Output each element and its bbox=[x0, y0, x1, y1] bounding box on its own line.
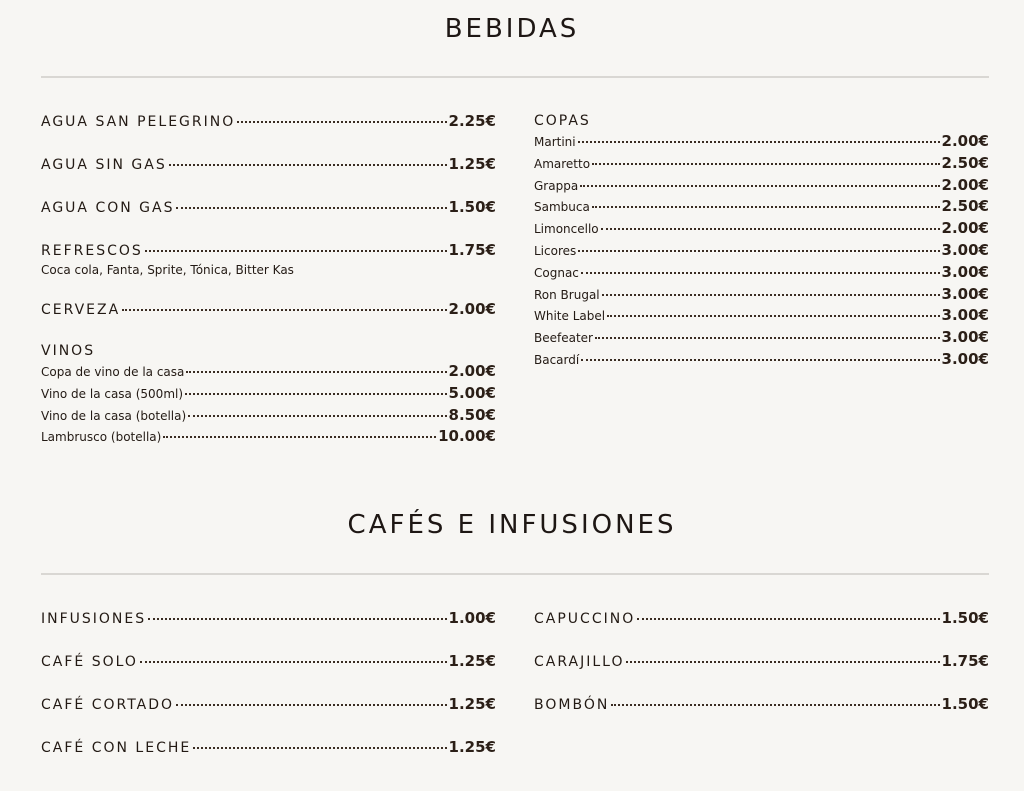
item-price: 2.00€ bbox=[448, 362, 496, 380]
item-price: 3.00€ bbox=[941, 240, 989, 259]
dot-leader bbox=[122, 309, 446, 311]
item-name: Licores bbox=[534, 243, 577, 258]
copas-list bbox=[534, 132, 989, 372]
menu-item-agua-pelegrino bbox=[41, 112, 496, 130]
dot-leader bbox=[140, 661, 447, 663]
dot-leader bbox=[578, 250, 939, 252]
dot-leader bbox=[611, 704, 939, 706]
item-name: BOMBÓN bbox=[534, 697, 610, 713]
dot-leader bbox=[607, 315, 939, 317]
item-name: Cognac bbox=[534, 265, 579, 280]
item-name: Vino de la casa (500ml) bbox=[41, 386, 184, 401]
item-name: CARAJILLO bbox=[534, 654, 625, 670]
list-item bbox=[534, 241, 989, 263]
item-price: 3.00€ bbox=[941, 328, 989, 347]
dot-leader bbox=[581, 359, 939, 361]
list-item bbox=[41, 427, 496, 449]
menu-item-agua-con-gas bbox=[41, 198, 496, 216]
dot-leader bbox=[626, 661, 939, 663]
dot-leader bbox=[602, 294, 940, 296]
group-title-copas: COPAS bbox=[534, 113, 591, 129]
item-name: INFUSIONES bbox=[41, 611, 147, 627]
item-price: 2.25€ bbox=[448, 112, 496, 130]
list-item bbox=[534, 285, 989, 307]
vinos-list bbox=[41, 362, 496, 449]
menu-item bbox=[41, 609, 496, 627]
dot-leader bbox=[186, 371, 446, 373]
item-price: 1.50€ bbox=[941, 609, 989, 627]
item-name: AGUA SAN PELEGRINO bbox=[41, 114, 236, 130]
item-price: 1.50€ bbox=[941, 695, 989, 713]
dot-leader bbox=[592, 206, 940, 208]
dot-leader bbox=[176, 207, 446, 209]
list-item bbox=[41, 384, 496, 406]
list-item bbox=[534, 328, 989, 350]
dot-leader bbox=[176, 704, 447, 706]
item-price: 1.50€ bbox=[448, 198, 496, 216]
item-name: Ron Brugal bbox=[534, 287, 600, 302]
item-name: AGUA CON GAS bbox=[41, 200, 175, 216]
dot-leader bbox=[148, 618, 446, 620]
list-item bbox=[534, 350, 989, 372]
item-name: Grappa bbox=[534, 178, 579, 193]
item-price: 3.00€ bbox=[941, 349, 989, 368]
item-price: 1.25€ bbox=[448, 155, 496, 173]
list-item bbox=[534, 219, 989, 241]
group-title-vinos: VINOS bbox=[41, 343, 96, 359]
menu-item-cerveza bbox=[41, 300, 496, 318]
item-name: White Label bbox=[534, 309, 606, 324]
item-name: Copa de vino de la casa bbox=[41, 365, 185, 379]
dot-leader bbox=[580, 185, 939, 187]
item-price: 1.25€ bbox=[448, 652, 496, 670]
item-name: Bacardí bbox=[534, 352, 580, 367]
item-price: 2.00€ bbox=[448, 300, 496, 318]
section-title-cafes: CAFÉS E INFUSIONES bbox=[347, 510, 677, 540]
list-item bbox=[534, 154, 989, 176]
item-price: 2.50€ bbox=[941, 153, 989, 172]
item-price: 5.00€ bbox=[448, 383, 496, 402]
menu-item bbox=[534, 652, 989, 670]
dot-leader bbox=[193, 747, 446, 749]
cafes-right-column bbox=[534, 609, 989, 713]
item-price: 8.50€ bbox=[448, 405, 496, 424]
dot-leader bbox=[601, 228, 940, 230]
menu-item bbox=[41, 695, 496, 713]
dot-leader bbox=[592, 163, 939, 165]
divider bbox=[41, 76, 989, 78]
item-name: Lambrusco (botella) bbox=[41, 430, 162, 445]
item-name: CERVEZA bbox=[41, 302, 121, 318]
cafes-left-column bbox=[41, 609, 496, 756]
list-item bbox=[41, 362, 496, 384]
menu-item bbox=[534, 695, 989, 713]
item-name: Sambuca bbox=[534, 200, 590, 215]
list-item bbox=[534, 306, 989, 328]
menu-item bbox=[534, 609, 989, 627]
list-item bbox=[534, 263, 989, 285]
dot-leader bbox=[237, 121, 446, 123]
dot-leader bbox=[578, 141, 940, 143]
item-name: CAFÉ CORTADO bbox=[41, 697, 175, 713]
item-name: Martini bbox=[534, 135, 576, 149]
menu-item-agua-sin-gas bbox=[41, 155, 496, 173]
menu-item bbox=[41, 652, 496, 670]
item-name: CAPUCCINO bbox=[534, 611, 636, 627]
item-price: 1.00€ bbox=[448, 609, 496, 627]
item-price: 2.00€ bbox=[941, 175, 989, 194]
dot-leader bbox=[185, 393, 447, 395]
item-price: 1.75€ bbox=[448, 241, 496, 259]
bebidas-left-column bbox=[41, 112, 496, 449]
dot-leader bbox=[595, 337, 940, 339]
item-name: Amaretto bbox=[534, 156, 591, 171]
dot-leader bbox=[145, 250, 447, 252]
item-price: 2.50€ bbox=[941, 197, 989, 216]
dot-leader bbox=[637, 618, 939, 620]
item-price: 3.00€ bbox=[941, 262, 989, 281]
item-name: Limoncello bbox=[534, 222, 599, 237]
divider bbox=[41, 573, 989, 575]
dot-leader bbox=[163, 436, 436, 438]
item-price: 2.00€ bbox=[941, 219, 989, 238]
item-price: 1.75€ bbox=[941, 652, 989, 670]
section-title-bebidas: BEBIDAS bbox=[444, 14, 580, 44]
item-name: CAFÉ CON LECHE bbox=[41, 740, 192, 756]
menu-item bbox=[41, 738, 496, 756]
item-name: AGUA SIN GAS bbox=[41, 157, 167, 173]
item-name: Beefeater bbox=[534, 331, 593, 346]
list-item bbox=[41, 406, 496, 428]
menu-item-refrescos bbox=[41, 241, 496, 259]
dot-leader bbox=[581, 272, 940, 274]
list-item bbox=[534, 197, 989, 219]
item-price: 3.00€ bbox=[941, 284, 989, 303]
item-price: 10.00€ bbox=[438, 427, 496, 446]
dot-leader bbox=[169, 164, 447, 166]
item-name: CAFÉ SOLO bbox=[41, 654, 138, 670]
item-name: Vino de la casa (botella) bbox=[41, 408, 187, 423]
item-description: Coca cola, Fanta, Sprite, Tónica, Bitter Kas bbox=[41, 263, 294, 277]
item-price: 2.00€ bbox=[941, 132, 989, 150]
item-price: 3.00€ bbox=[941, 306, 989, 325]
bebidas-right-column bbox=[534, 113, 989, 372]
item-price: 1.25€ bbox=[448, 695, 496, 713]
item-name: REFRESCOS bbox=[41, 243, 143, 259]
item-price: 1.25€ bbox=[448, 738, 496, 756]
dot-leader bbox=[188, 415, 446, 417]
list-item bbox=[534, 132, 989, 154]
list-item bbox=[534, 176, 989, 198]
